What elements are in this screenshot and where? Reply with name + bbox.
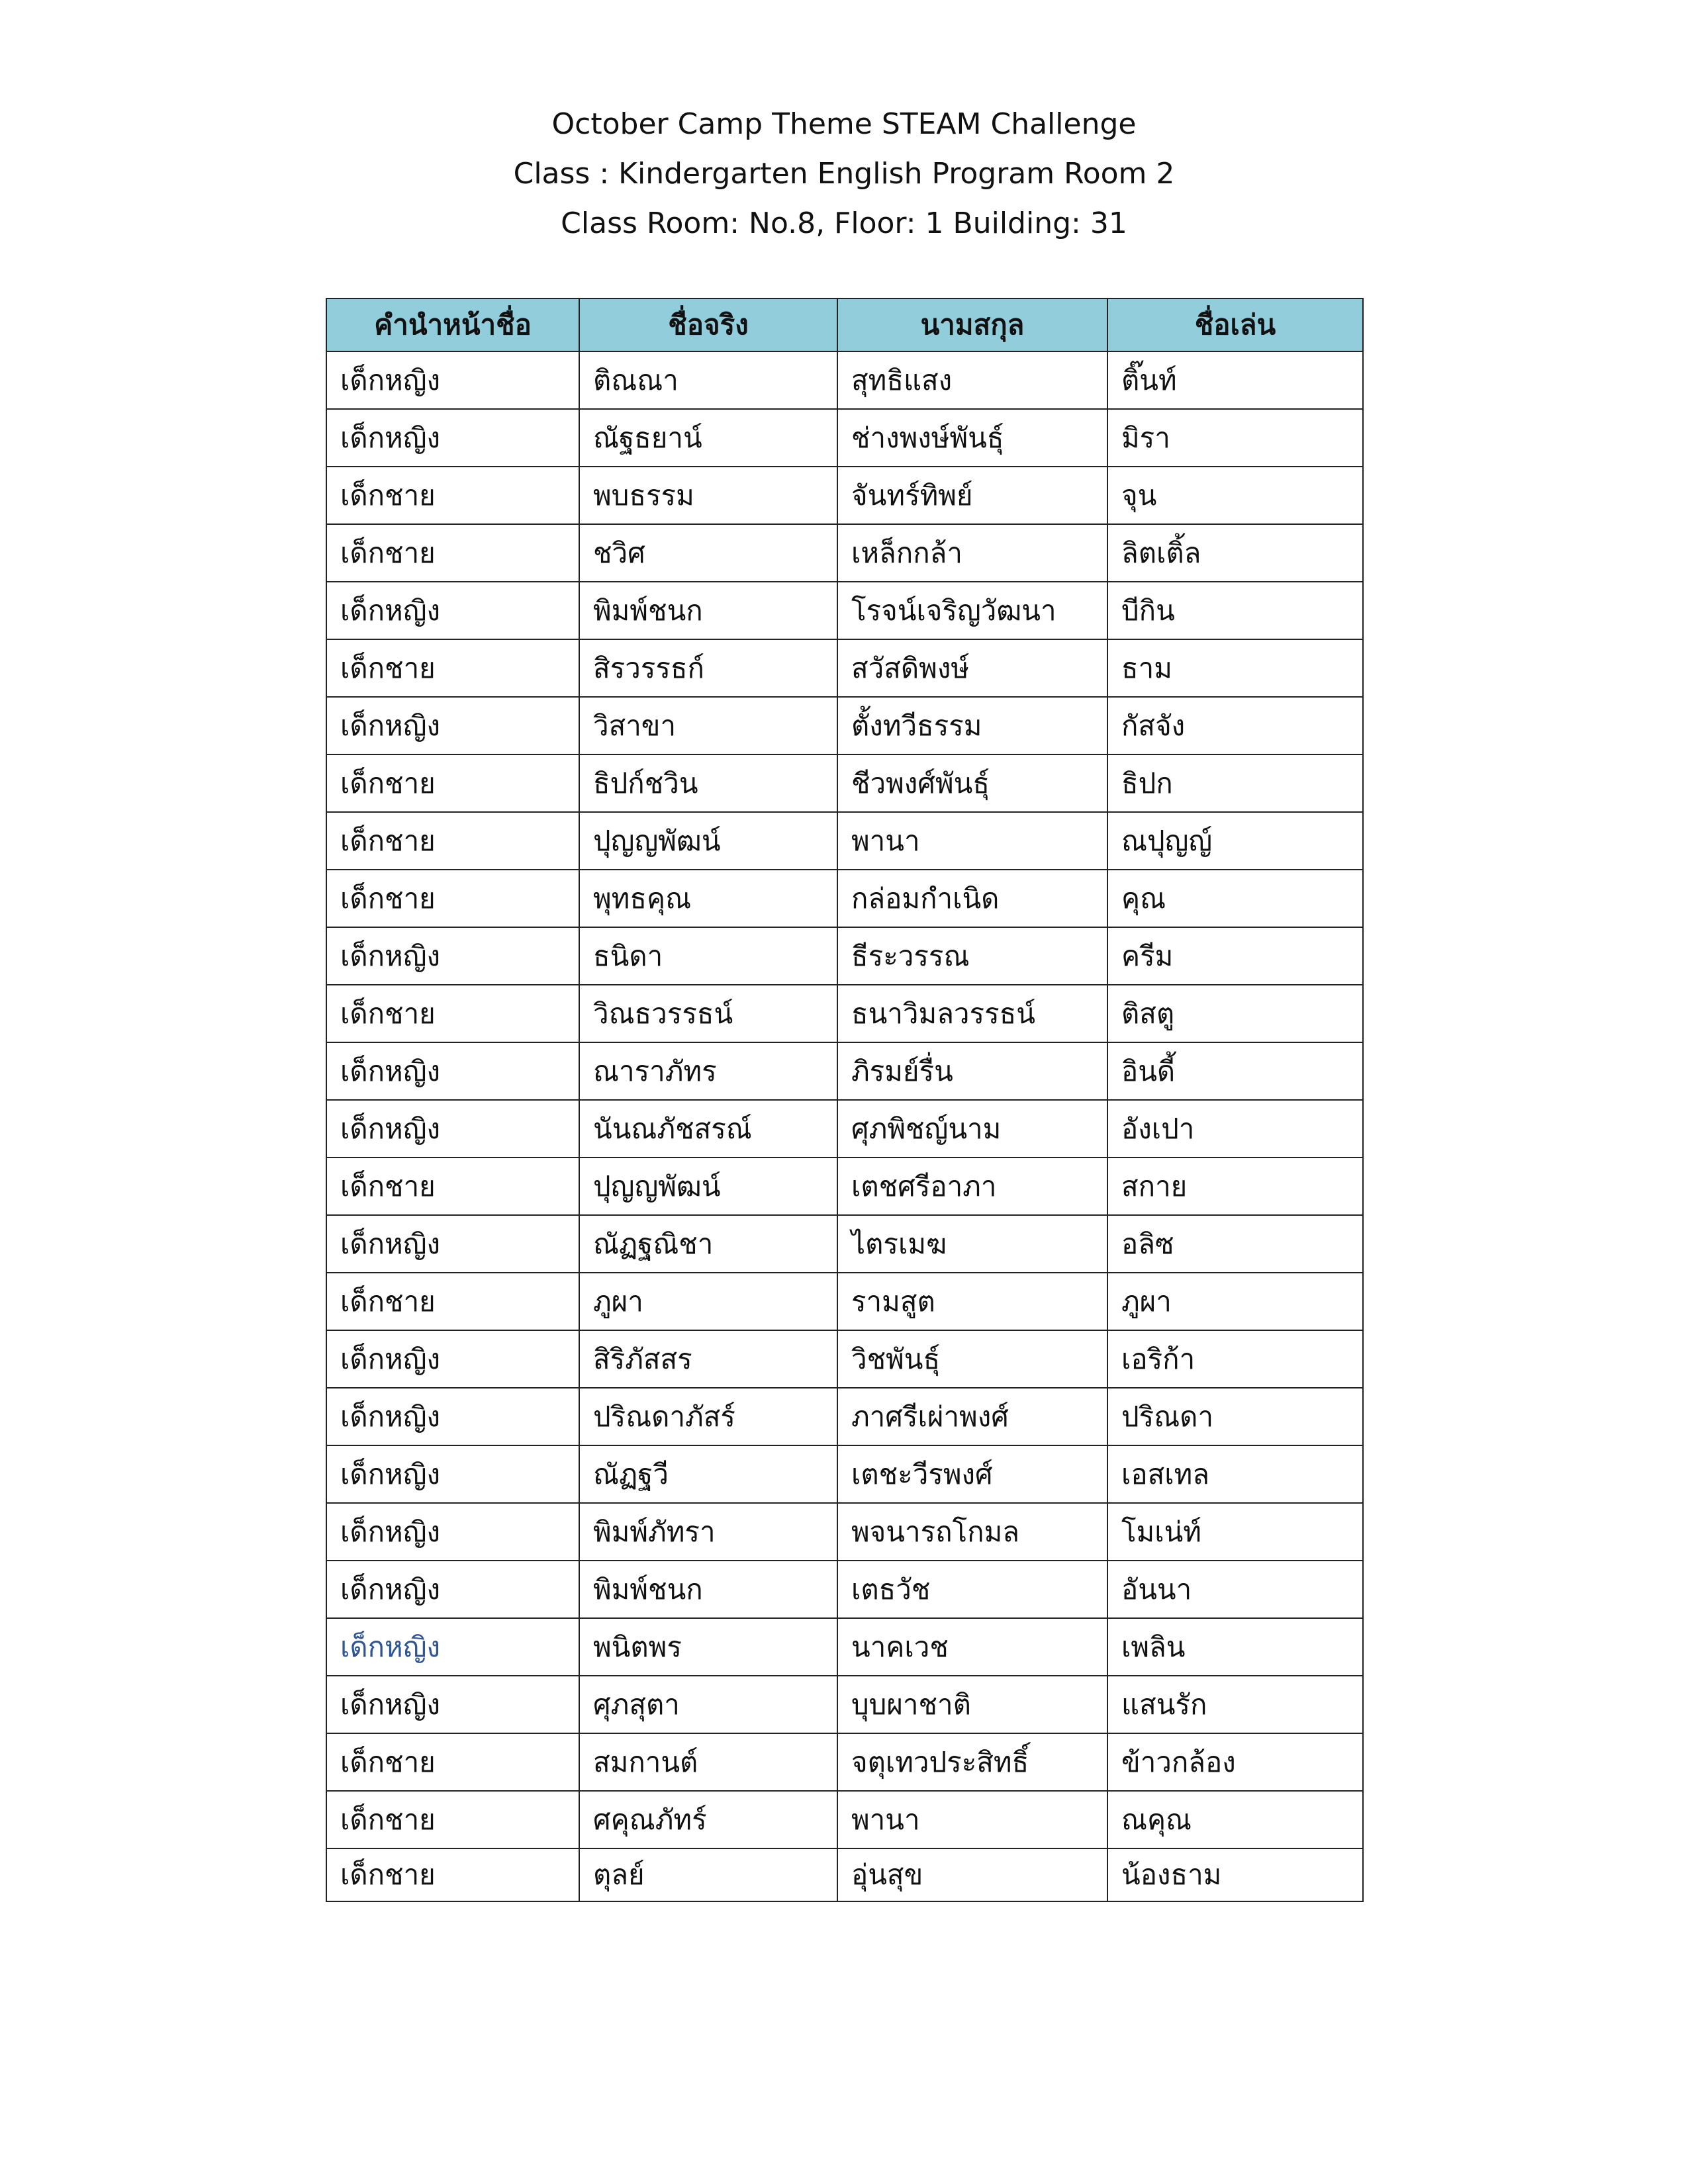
cell-first-name: ศคุณภัทร์ xyxy=(579,1791,837,1848)
cell-last-name: ไตรเมฆ xyxy=(837,1215,1107,1273)
table-row xyxy=(326,1273,1363,1330)
cell-nickname: ข้าวกล้อง xyxy=(1107,1733,1363,1791)
cell-first-name: พนิตพร xyxy=(579,1618,837,1676)
table-row xyxy=(326,582,1363,639)
cell-last-name: นาคเวช xyxy=(837,1618,1107,1676)
cell-first-name: ภูผา xyxy=(579,1273,837,1330)
cell-first-name: ณาราภัทร xyxy=(579,1042,837,1100)
table-row xyxy=(326,1561,1363,1618)
cell-first-name: นันณภัชสรณ์ xyxy=(579,1100,837,1158)
cell-prefix: เด็กชาย xyxy=(326,870,579,927)
table-row xyxy=(326,1158,1363,1215)
cell-nickname: อันนา xyxy=(1107,1561,1363,1618)
cell-prefix: เด็กหญิง xyxy=(326,1215,579,1273)
cell-nickname: จุน xyxy=(1107,467,1363,524)
cell-last-name: ธนาวิมลวรรธน์ xyxy=(837,985,1107,1042)
cell-last-name: รามสูต xyxy=(837,1273,1107,1330)
cell-prefix: เด็กหญิง xyxy=(326,582,579,639)
cell-prefix: เด็กชาย xyxy=(326,1791,579,1848)
cell-nickname: ติ๊นท์ xyxy=(1107,351,1363,409)
cell-last-name: วิชพันธุ์ xyxy=(837,1330,1107,1388)
table-row xyxy=(326,1676,1363,1733)
cell-nickname: ครีม xyxy=(1107,927,1363,985)
table-row xyxy=(326,409,1363,467)
table-row xyxy=(326,639,1363,697)
cell-first-name: พิมพ์ชนก xyxy=(579,582,837,639)
cell-nickname: สกาย xyxy=(1107,1158,1363,1215)
cell-first-name: พบธรรม xyxy=(579,467,837,524)
cell-last-name: โรจน์เจริญวัฒนา xyxy=(837,582,1107,639)
table-row xyxy=(326,697,1363,754)
cell-nickname: เอริก้า xyxy=(1107,1330,1363,1388)
cell-last-name: เหล็กกล้า xyxy=(837,524,1107,582)
cell-prefix: เด็กหญิง xyxy=(326,1503,579,1561)
cell-first-name: วิณธวรรธน์ xyxy=(579,985,837,1042)
cell-last-name: ชีวพงศ์พันธุ์ xyxy=(837,754,1107,812)
cell-nickname: อังเปา xyxy=(1107,1100,1363,1158)
student-roster-table xyxy=(326,298,1364,1902)
column-header-prefix: คำนำหน้าชื่อ xyxy=(326,298,579,351)
cell-last-name: บุบผาชาติ xyxy=(837,1676,1107,1733)
table-row xyxy=(326,1445,1363,1503)
table-row xyxy=(326,927,1363,985)
cell-prefix: เด็กชาย xyxy=(326,467,579,524)
cell-prefix: เด็กชาย xyxy=(326,985,579,1042)
table-row xyxy=(326,1388,1363,1445)
table-row xyxy=(326,1503,1363,1561)
cell-first-name: ตุลย์ xyxy=(579,1848,837,1901)
cell-first-name: ติณณา xyxy=(579,351,837,409)
table-row xyxy=(326,812,1363,870)
table-row xyxy=(326,870,1363,927)
table-header xyxy=(326,298,1363,351)
cell-first-name: ปริณดาภัสร์ xyxy=(579,1388,837,1445)
cell-last-name: อุ่นสุข xyxy=(837,1848,1107,1901)
cell-nickname: ติสตู xyxy=(1107,985,1363,1042)
cell-last-name: ตั้งทวีธรรม xyxy=(837,697,1107,754)
header-row xyxy=(326,298,1363,351)
cell-prefix: เด็กชาย xyxy=(326,1733,579,1791)
table-row xyxy=(326,1733,1363,1791)
cell-first-name: พิมพ์ภัทรา xyxy=(579,1503,837,1561)
cell-prefix: เด็กหญิง xyxy=(326,351,579,409)
cell-prefix: เด็กชาย xyxy=(326,1848,579,1901)
cell-nickname: คุณ xyxy=(1107,870,1363,927)
cell-nickname: ธิปก xyxy=(1107,754,1363,812)
table-row xyxy=(326,1618,1363,1676)
cell-last-name: กล่อมกำเนิด xyxy=(837,870,1107,927)
cell-prefix: เด็กหญิง xyxy=(326,1388,579,1445)
cell-nickname: โมเน่ท์ xyxy=(1107,1503,1363,1561)
class-line: Class : Kindergarten English Program Room 2 xyxy=(513,157,1175,191)
table-row xyxy=(326,524,1363,582)
column-header-nickname: ชื่อเล่น xyxy=(1107,298,1363,351)
cell-prefix: เด็กหญิง xyxy=(326,697,579,754)
cell-first-name: สมกานต์ xyxy=(579,1733,837,1791)
cell-first-name: ธนิดา xyxy=(579,927,837,985)
cell-last-name: เตชะวีรพงศ์ xyxy=(837,1445,1107,1503)
cell-nickname: ปริณดา xyxy=(1107,1388,1363,1445)
cell-first-name: สิรวรรธก์ xyxy=(579,639,837,697)
cell-prefix: เด็กหญิง xyxy=(326,927,579,985)
document-header xyxy=(0,99,1688,248)
cell-first-name: พิมพ์ชนก xyxy=(579,1561,837,1618)
cell-last-name: สุทธิแสง xyxy=(837,351,1107,409)
cell-nickname: ณปุญญ์ xyxy=(1107,812,1363,870)
cell-last-name: ธีระวรรณ xyxy=(837,927,1107,985)
cell-first-name: ณัฐธยาน์ xyxy=(579,409,837,467)
cell-last-name: พานา xyxy=(837,812,1107,870)
cell-prefix: เด็กชาย xyxy=(326,812,579,870)
cell-first-name: ชวิศ xyxy=(579,524,837,582)
cell-last-name: ศุภพิชญ์นาม xyxy=(837,1100,1107,1158)
cell-first-name: ปุญญพัฒน์ xyxy=(579,812,837,870)
cell-first-name: ณัฏฐณิชา xyxy=(579,1215,837,1273)
cell-prefix: เด็กหญิง xyxy=(326,1676,579,1733)
cell-first-name: ณัฏฐวี xyxy=(579,1445,837,1503)
cell-last-name: ช่างพงษ์พันธุ์ xyxy=(837,409,1107,467)
cell-first-name: วิสาขา xyxy=(579,697,837,754)
cell-first-name: ปุญญพัฒน์ xyxy=(579,1158,837,1215)
table-body xyxy=(326,351,1363,1901)
cell-first-name: ธิปก์ชวิน xyxy=(579,754,837,812)
cell-prefix: เด็กหญิง xyxy=(326,1445,579,1503)
cell-nickname: ธาม xyxy=(1107,639,1363,697)
cell-nickname: บีกิน xyxy=(1107,582,1363,639)
document-title: October Camp Theme STEAM Challenge xyxy=(551,107,1137,141)
cell-nickname: อลิซ xyxy=(1107,1215,1363,1273)
cell-first-name: พุทธคุณ xyxy=(579,870,837,927)
cell-last-name: พานา xyxy=(837,1791,1107,1848)
cell-last-name: ภาศรีเผ่าพงศ์ xyxy=(837,1388,1107,1445)
cell-prefix: เด็กชาย xyxy=(326,754,579,812)
cell-nickname: ภูผา xyxy=(1107,1273,1363,1330)
cell-nickname: อินดี้ xyxy=(1107,1042,1363,1100)
cell-first-name: สิริภัสสร xyxy=(579,1330,837,1388)
cell-last-name: จันทร์ทิพย์ xyxy=(837,467,1107,524)
cell-last-name: จตุเทวประสิทธิ์ xyxy=(837,1733,1107,1791)
cell-prefix: เด็กชาย xyxy=(326,639,579,697)
cell-nickname: แสนรัก xyxy=(1107,1676,1363,1733)
cell-prefix: เด็กชาย xyxy=(326,524,579,582)
table-row xyxy=(326,985,1363,1042)
table-row xyxy=(326,467,1363,524)
table-row xyxy=(326,1042,1363,1100)
cell-prefix: เด็กหญิง xyxy=(326,1561,579,1618)
table-row xyxy=(326,1215,1363,1273)
table-row xyxy=(326,1100,1363,1158)
table-row xyxy=(326,1848,1363,1901)
cell-prefix: เด็กหญิง xyxy=(326,1330,579,1388)
cell-last-name: พจนารถโกมล xyxy=(837,1503,1107,1561)
cell-first-name: ศุภสุตา xyxy=(579,1676,837,1733)
cell-prefix: เด็กหญิง xyxy=(326,1100,579,1158)
cell-prefix: เด็กหญิง xyxy=(326,1042,579,1100)
column-header-last-name: นามสกุล xyxy=(837,298,1107,351)
table-row xyxy=(326,351,1363,409)
cell-prefix: เด็กหญิง xyxy=(326,409,579,467)
cell-last-name: เตธวัช xyxy=(837,1561,1107,1618)
table-row xyxy=(326,1330,1363,1388)
cell-nickname: กัสจัง xyxy=(1107,697,1363,754)
cell-nickname: ลิตเติ้ล xyxy=(1107,524,1363,582)
cell-nickname: มิรา xyxy=(1107,409,1363,467)
cell-prefix: เด็กหญิง xyxy=(326,1618,579,1676)
table-row xyxy=(326,754,1363,812)
cell-prefix: เด็กชาย xyxy=(326,1158,579,1215)
cell-prefix: เด็กชาย xyxy=(326,1273,579,1330)
cell-nickname: น้องธาม xyxy=(1107,1848,1363,1901)
cell-nickname: เอสเทล xyxy=(1107,1445,1363,1503)
cell-last-name: เตชศรีอาภา xyxy=(837,1158,1107,1215)
cell-nickname: ณคุณ xyxy=(1107,1791,1363,1848)
cell-nickname: เพลิน xyxy=(1107,1618,1363,1676)
cell-last-name: ภิรมย์รื่น xyxy=(837,1042,1107,1100)
cell-last-name: สวัสดิพงษ์ xyxy=(837,639,1107,697)
column-header-first-name: ชื่อจริง xyxy=(579,298,837,351)
room-line: Class Room: No.8, Floor: 1 Building: 31 xyxy=(561,206,1127,240)
table-row xyxy=(326,1791,1363,1848)
